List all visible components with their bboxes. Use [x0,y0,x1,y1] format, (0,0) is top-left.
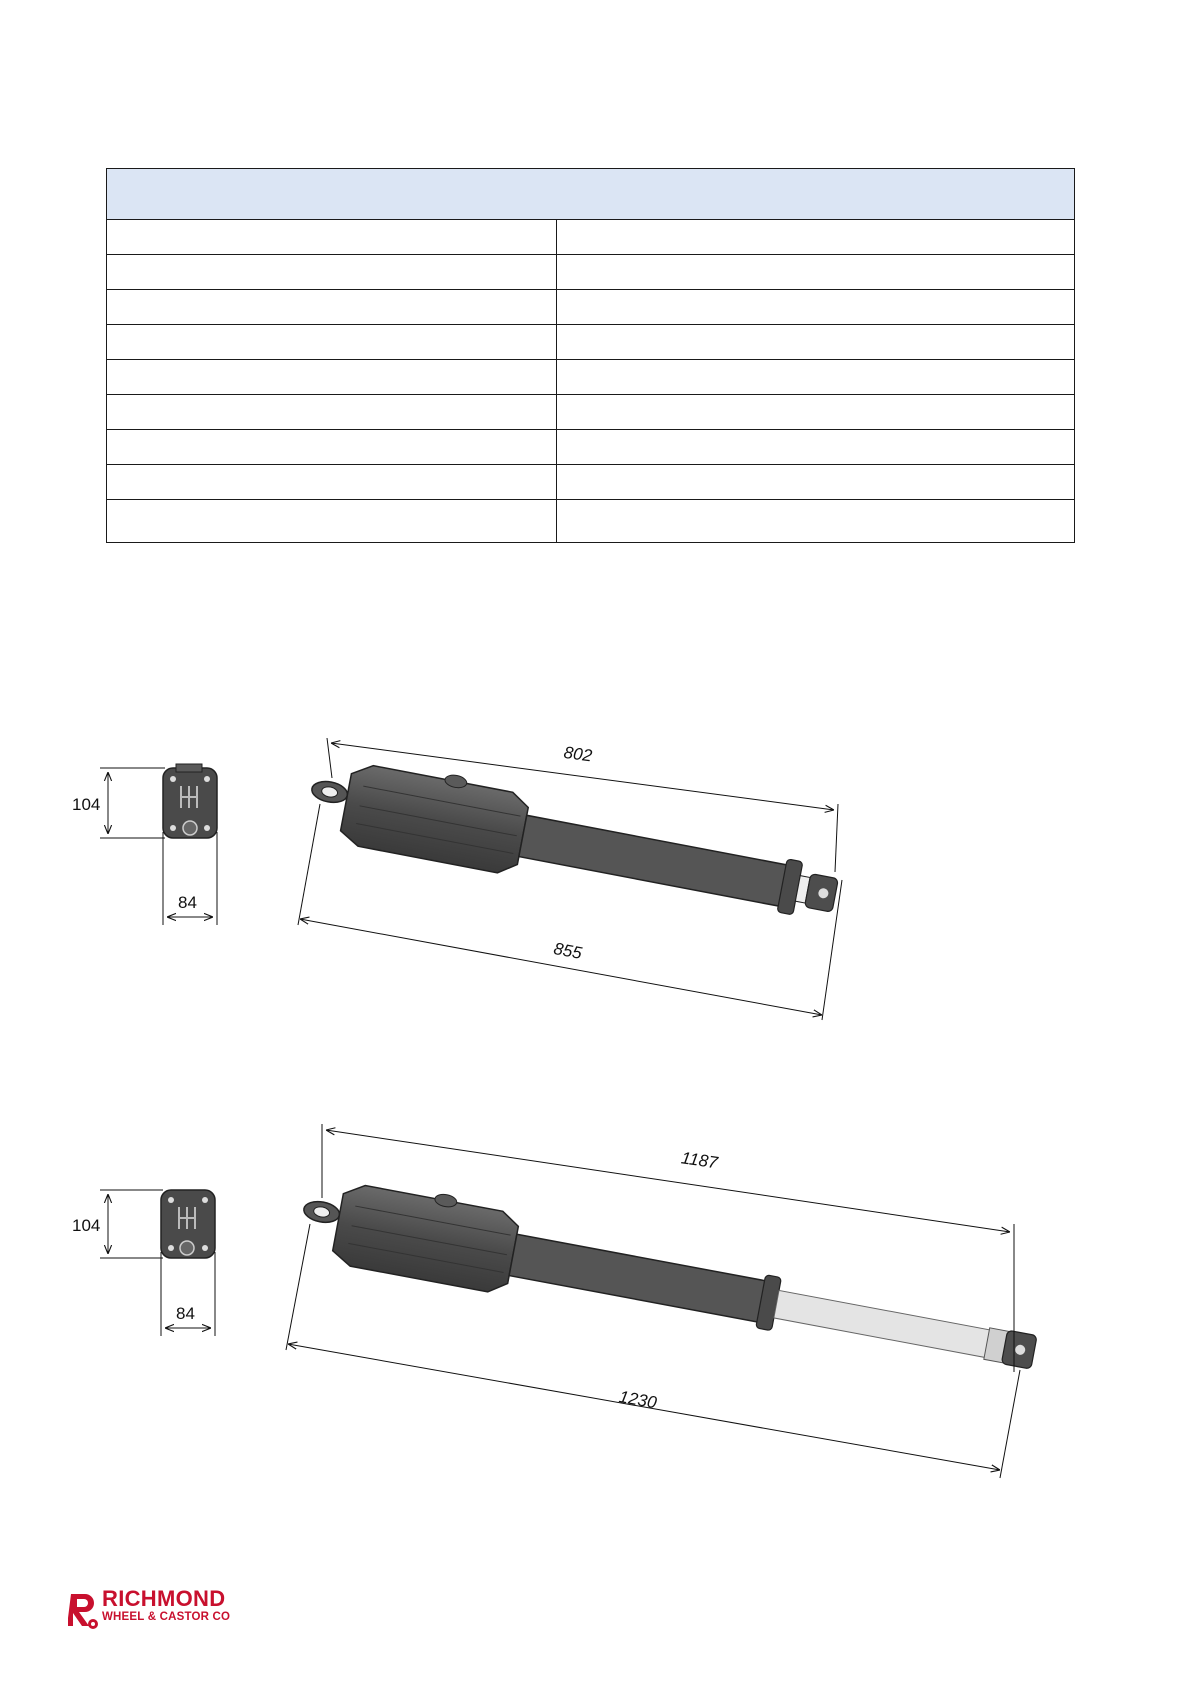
spec-table-header [107,169,1075,220]
table-cell-label [107,500,557,543]
table-cell-label [107,255,557,290]
table-row [107,325,1075,360]
table-cell-value [557,500,1075,543]
richmond-logo [68,1588,268,1630]
table-cell-label [107,465,557,500]
table-cell-value [557,465,1075,500]
table-cell-label [107,360,557,395]
actuator-drawing-extended [0,1100,1192,1480]
table-row [107,255,1075,290]
logo-r-wheel-icon [68,1590,100,1630]
table-row [107,360,1075,395]
table-cell-value [557,430,1075,465]
end-view [161,1190,215,1258]
width-dim-label: 84 [178,893,197,912]
table-cell-value [557,395,1075,430]
table-cell-label [107,325,557,360]
table-row [107,290,1075,325]
height-dim-label: 104 [72,1216,101,1235]
height-dimension [100,768,165,838]
table-cell-value [557,255,1075,290]
table-row [107,430,1075,465]
actuator-drawing-retracted [0,700,1192,1040]
end-view [163,764,217,838]
height-dim-label: 104 [72,795,101,814]
table-cell-value [557,360,1075,395]
table-cell-label [107,395,557,430]
actuator-body [303,749,844,936]
width-dimension [161,1252,215,1336]
table-cell-label [107,290,557,325]
table-row [107,500,1075,543]
spec-table [106,168,1075,543]
table-row [107,465,1075,500]
table-row [107,220,1075,255]
height-dimension [100,1190,163,1258]
width-dim-label: 84 [176,1304,195,1323]
table-cell-value [557,290,1075,325]
logo-brand: RICHMOND [102,1586,226,1611]
logo-subtitle: WHEEL & CASTOR CO [102,1611,231,1623]
table-row [107,395,1075,430]
table-cell-value [557,220,1075,255]
length-dim-bottom-label: 1230 [617,1387,659,1413]
actuator-body [295,1169,1042,1392]
length-dim-bottom-label: 855 [552,939,584,963]
table-cell-label [107,220,557,255]
length-dim-top-label: 802 [562,742,594,766]
table-cell-label [107,430,557,465]
table-cell-value [557,325,1075,360]
length-dim-top-label: 1187 [679,1148,719,1173]
